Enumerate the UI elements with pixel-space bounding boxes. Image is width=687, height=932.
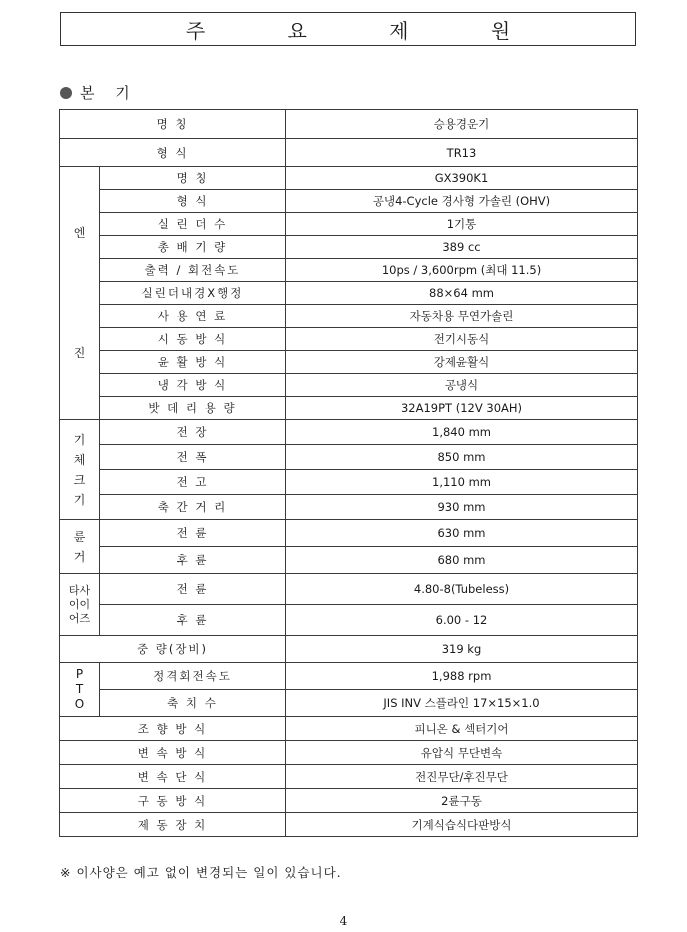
row-label: 냉 각 방 식 (100, 374, 286, 397)
table-row (60, 574, 638, 605)
table-row (60, 663, 638, 690)
row-label: 총 배 기 량 (100, 236, 286, 259)
table-row (60, 167, 638, 190)
row-label: 윤 활 방 식 (100, 351, 286, 374)
row-value: 930 mm (286, 495, 638, 520)
bullet-icon (60, 87, 72, 99)
section-heading (60, 82, 138, 103)
row-value: 4.80-8(Tubeless) (286, 574, 638, 605)
table-row (60, 374, 638, 397)
table-row (60, 190, 638, 213)
row-label: 전 륜 (100, 574, 286, 605)
table-row (60, 495, 638, 520)
row-value: 389 cc (286, 236, 638, 259)
row-label: 전 장 (100, 420, 286, 445)
row-label: 실린더내경X행정 (100, 282, 286, 305)
table-row (60, 397, 638, 420)
spec-table (59, 109, 638, 837)
table-row (60, 741, 638, 765)
row-label: 형 식 (100, 190, 286, 213)
row-value: 1기통 (286, 213, 638, 236)
row-label: 명 칭 (100, 167, 286, 190)
row-value: 680 mm (286, 547, 638, 574)
row-value: 1,840 mm (286, 420, 638, 445)
row-label: 시 동 방 식 (100, 328, 286, 351)
table-row (60, 690, 638, 717)
row-value: 유압식 무단변속 (286, 741, 638, 765)
group-label-tire-size: 타사 이이 어즈 (60, 574, 100, 636)
table-row (60, 520, 638, 547)
table-row (60, 110, 638, 139)
table-row (60, 470, 638, 495)
row-label: 출력 / 회전속도 (100, 259, 286, 282)
table-row (60, 139, 638, 167)
row-label: 밧 데 리 용 량 (100, 397, 286, 420)
row-label: 형 식 (60, 139, 286, 167)
row-value: 자동차용 무연가솔린 (286, 305, 638, 328)
table-row (60, 765, 638, 789)
table-row (60, 305, 638, 328)
section-title: 본 기 (80, 84, 138, 102)
table-row (60, 445, 638, 470)
row-value: 기계식습식다판방식 (286, 813, 638, 837)
table-row (60, 789, 638, 813)
row-label: 축 치 수 (100, 690, 286, 717)
page-number: 4 (339, 914, 348, 928)
row-value: 6.00 - 12 (286, 605, 638, 636)
row-value: 공냉식 (286, 374, 638, 397)
row-value: 1,988 rpm (286, 663, 638, 690)
table-row (60, 605, 638, 636)
row-value: 850 mm (286, 445, 638, 470)
row-label: 제 동 장 치 (60, 813, 286, 837)
row-label: 구 동 방 식 (60, 789, 286, 813)
row-label: 변 속 단 식 (60, 765, 286, 789)
table-row (60, 717, 638, 741)
row-label: 축 간 거 리 (100, 495, 286, 520)
row-value: 10ps / 3,600rpm (최대 11.5) (286, 259, 638, 282)
table-row (60, 813, 638, 837)
row-value: JIS INV 스플라인 17×15×1.0 (286, 690, 638, 717)
table-row (60, 351, 638, 374)
row-label: 변 속 방 식 (60, 741, 286, 765)
row-label: 실 린 더 수 (100, 213, 286, 236)
table-row (60, 547, 638, 574)
page-title: 주 요 제 원 (185, 18, 549, 43)
row-label: 전 고 (100, 470, 286, 495)
row-value: 전진무단/후진무단 (286, 765, 638, 789)
table-row (60, 420, 638, 445)
table-row (60, 236, 638, 259)
row-value: 피니온 & 섹터기어 (286, 717, 638, 741)
row-value: 승용경운기 (286, 110, 638, 139)
row-label: 중 량(장비) (60, 636, 286, 663)
row-value: GX390K1 (286, 167, 638, 190)
row-value: 630 mm (286, 520, 638, 547)
row-value: 강제윤활식 (286, 351, 638, 374)
change-notice: ※ 이사양은 예고 없이 변경되는 일이 있습니다. (60, 865, 342, 880)
row-label: 정격회전속도 (100, 663, 286, 690)
table-row (60, 259, 638, 282)
row-label: 후 륜 (100, 547, 286, 574)
row-value: 32A19PT (12V 30AH) (286, 397, 638, 420)
group-label-body-size: 기 체 크 기 (60, 420, 100, 520)
group-label-tread: 륜 거 (60, 520, 100, 574)
row-value: 88×64 mm (286, 282, 638, 305)
row-value: TR13 (286, 139, 638, 167)
table-row (60, 282, 638, 305)
row-value: 319 kg (286, 636, 638, 663)
row-label: 조 향 방 식 (60, 717, 286, 741)
row-label: 명 칭 (60, 110, 286, 139)
row-value: 1,110 mm (286, 470, 638, 495)
table-row (60, 328, 638, 351)
group-label-pto: P T O (60, 663, 100, 717)
table-row (60, 636, 638, 663)
row-label: 전 폭 (100, 445, 286, 470)
row-label: 전 륜 (100, 520, 286, 547)
table-row (60, 213, 638, 236)
row-value: 2륜구동 (286, 789, 638, 813)
row-value: 전기시동식 (286, 328, 638, 351)
group-label-engine: 엔 진 (60, 167, 100, 420)
row-value: 공냉4-Cycle 경사형 가솔린 (OHV) (286, 190, 638, 213)
page-title-box (60, 12, 636, 46)
row-label: 사 용 연 료 (100, 305, 286, 328)
row-label: 후 륜 (100, 605, 286, 636)
